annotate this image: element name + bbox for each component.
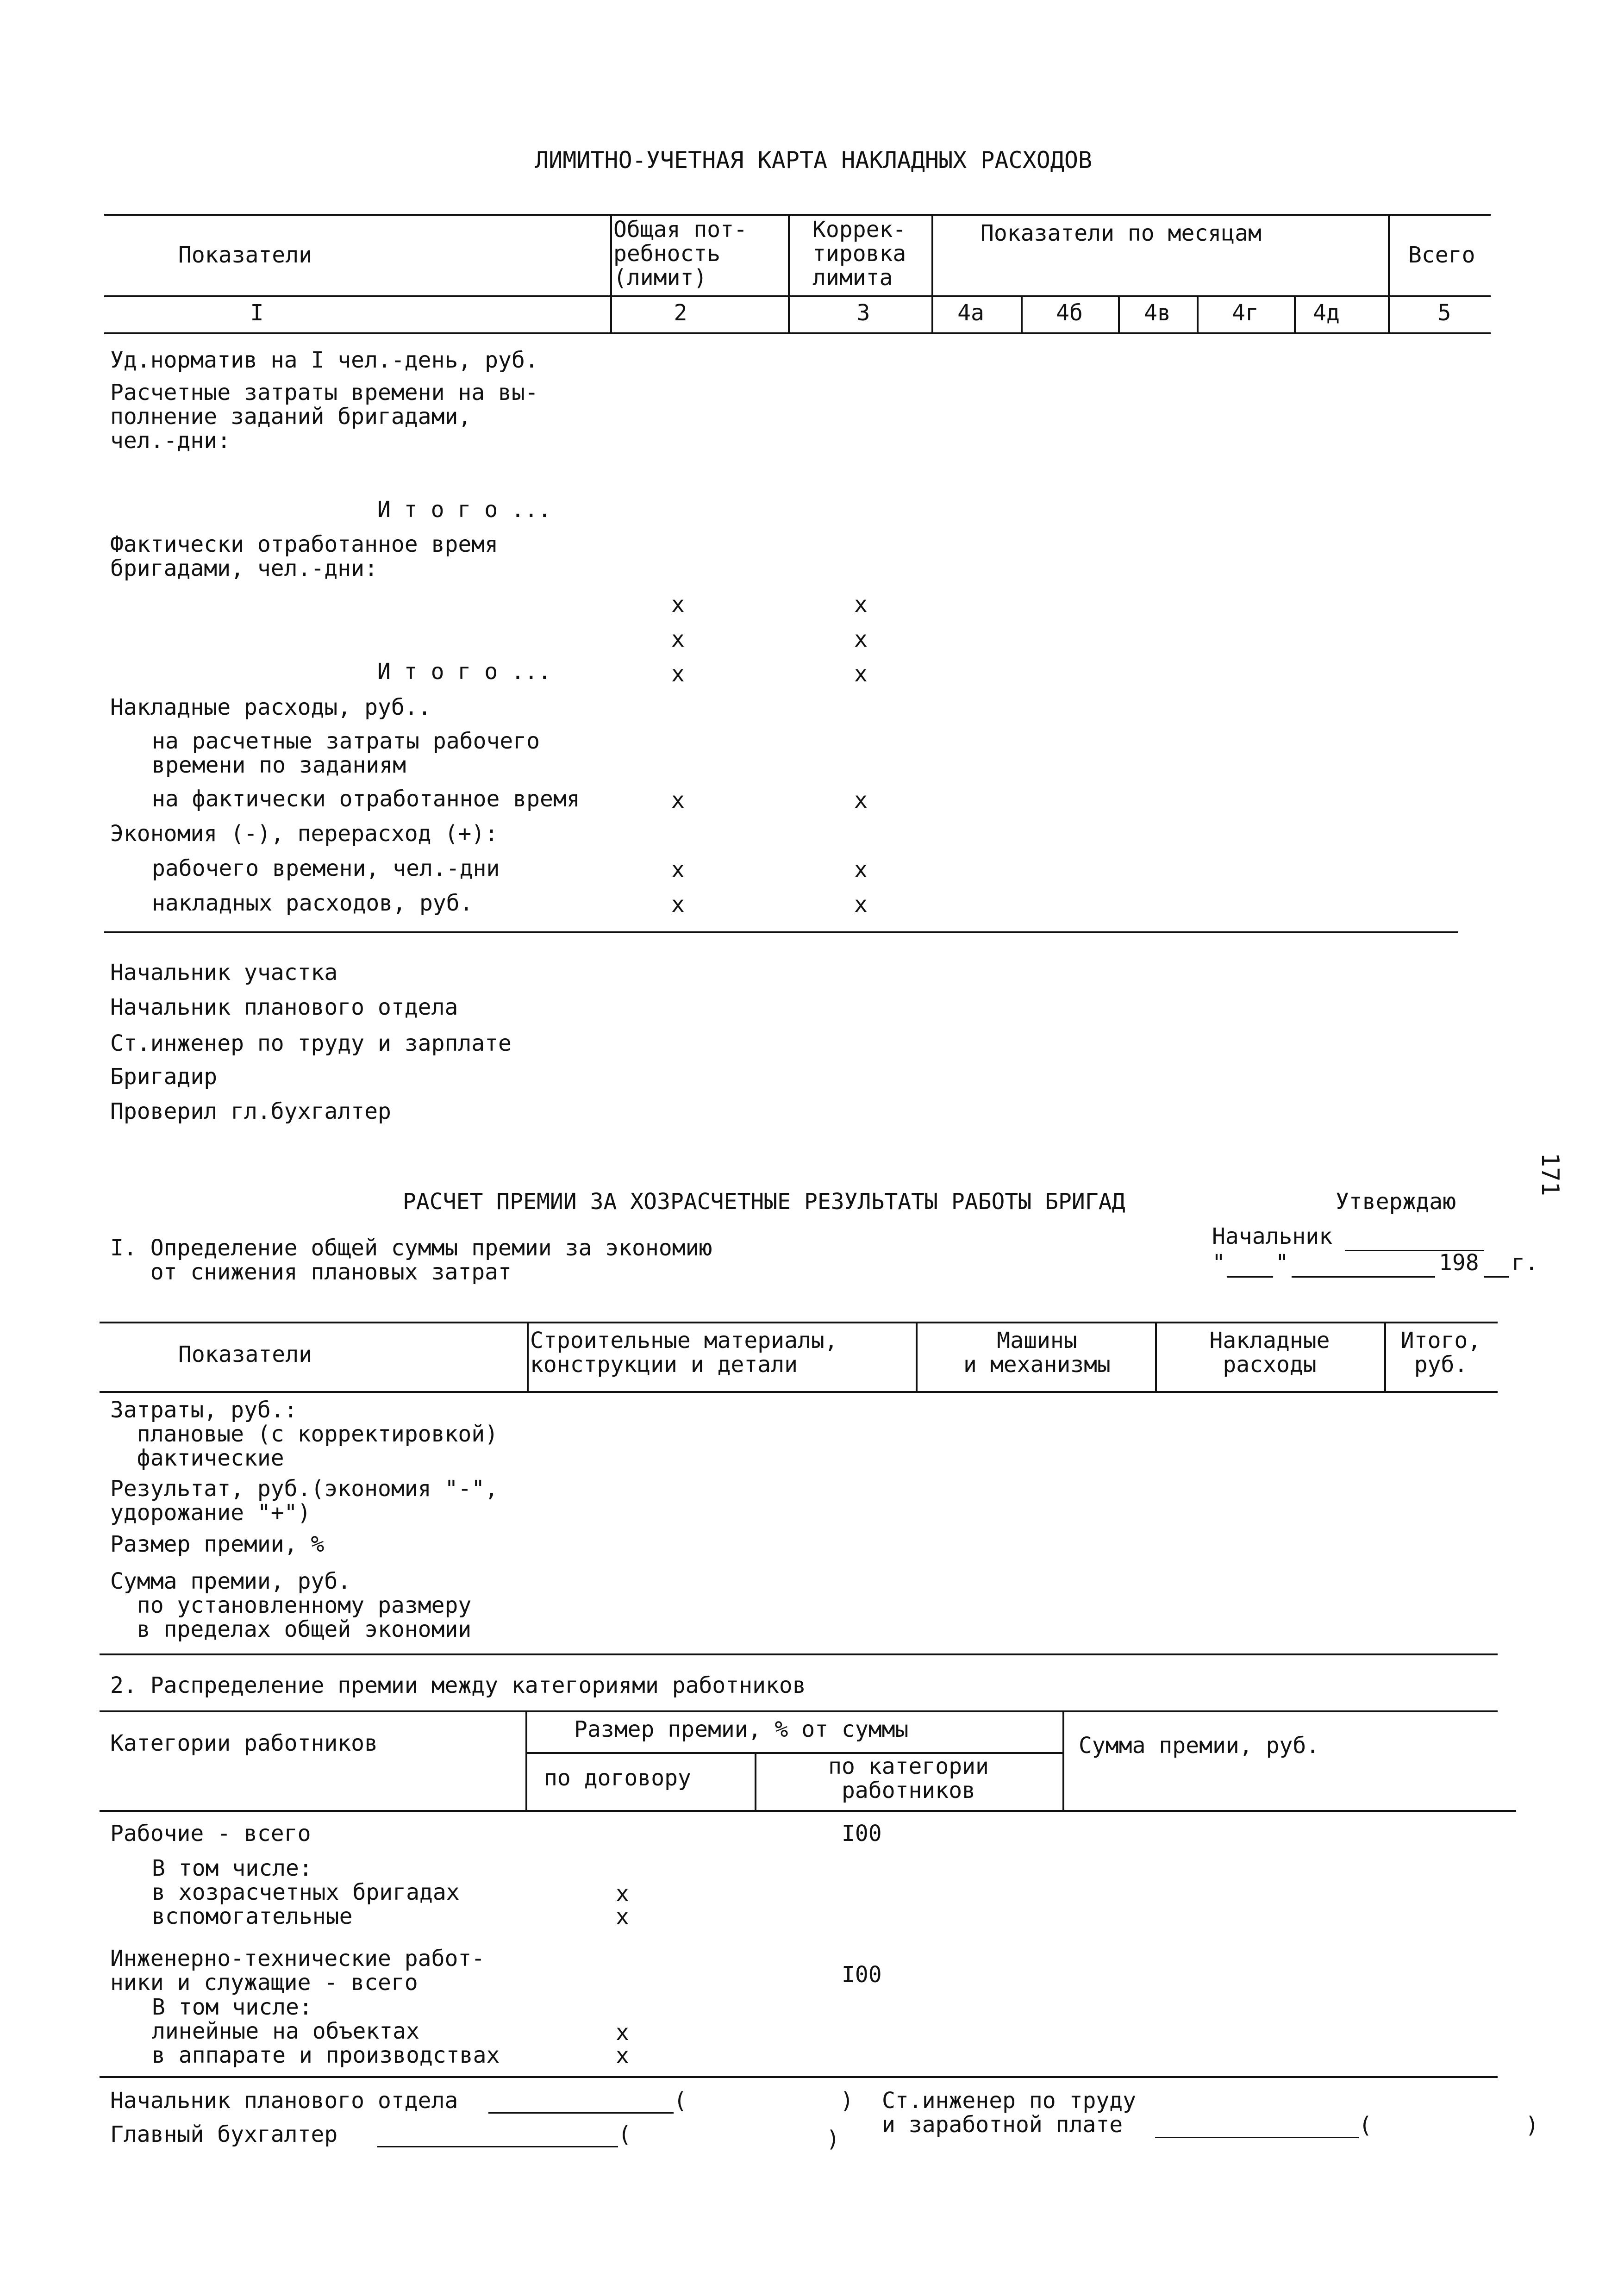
header-total: Всего	[1408, 242, 1475, 268]
s1-header-overhead: Накладные расходы	[1209, 1328, 1330, 1378]
col-num-1: I	[250, 300, 264, 326]
date-suffix: г.	[1512, 1250, 1538, 1276]
x-mark: x	[671, 857, 685, 883]
sign-brigadier: Бригадир	[110, 1064, 218, 1090]
s1-header-indicators: Показатели	[178, 1341, 312, 1367]
row-on-fact: на фактически отработанное время	[152, 786, 580, 812]
x-mark: x	[854, 892, 868, 917]
row-overhead-rub: накладных расходов, руб.	[152, 890, 473, 916]
x-mark: x	[854, 857, 868, 883]
col-num-4d: 4д	[1313, 300, 1340, 326]
x-mark: x	[671, 661, 685, 687]
x-mark: x	[616, 2020, 629, 2046]
header-monthly: Показатели по месяцам	[981, 220, 1262, 246]
s2-header-by-category: по категории работников	[828, 1753, 989, 1803]
footer-close-paren: )	[826, 2126, 840, 2152]
footer-close-paren: )	[840, 2088, 854, 2114]
s2-workers-value: I00	[842, 1821, 882, 1847]
footer-engineer: Ст.инженер по труду и заработной плате	[882, 2088, 1137, 2138]
sign-site-head: Начальник участка	[110, 960, 338, 986]
footer-open-paren: (	[618, 2121, 631, 2147]
s1-header-total: Итого, руб.	[1400, 1328, 1481, 1378]
x-mark: x	[854, 661, 868, 687]
footer-chief-accountant: Главный бухгалтер	[110, 2121, 338, 2147]
col-num-4g: 4г	[1232, 300, 1259, 326]
x-mark: x	[671, 592, 685, 618]
date-year: 198	[1439, 1250, 1479, 1276]
page-number: 171	[1536, 1153, 1564, 1196]
x-mark: x	[854, 626, 868, 652]
footer-open-paren: (	[1359, 2112, 1372, 2138]
col-num-4b: 4б	[1056, 300, 1083, 326]
col-num-5: 5	[1437, 300, 1451, 326]
sign-accountant: Проверил гл.бухгалтер	[110, 1098, 391, 1124]
footer-plan-head: Начальник планового отдела	[110, 2088, 458, 2114]
row-norm: Уд.норматив на I чел.-день, руб.	[110, 347, 538, 373]
s2-header-by-contract: по договору	[544, 1765, 691, 1791]
x-mark: x	[616, 1904, 629, 1930]
s1-header-materials: Строительные материалы, конструкции и детали	[530, 1328, 838, 1378]
header-correction: Коррек- тировка лимита	[812, 217, 906, 291]
s2-workers-sub: В том числе: в хозрасчетных бригадах вспомогательные	[152, 1855, 460, 1929]
section-1-title: I. Определение общей суммы премии за экономию от снижения плановых затрат	[110, 1235, 712, 1285]
section-2-title: 2. Распределение премии между категориями работников	[110, 1672, 806, 1698]
date-quote-1: "	[1212, 1250, 1225, 1276]
col-num-3: 3	[856, 300, 870, 326]
chief-label: Начальник	[1212, 1223, 1333, 1249]
x-mark: x	[671, 626, 685, 652]
s2-header-sum: Сумма премии, руб.	[1079, 1733, 1320, 1759]
sign-plan-head: Начальник планового отдела	[110, 994, 458, 1020]
row-on-calc: на расчетные затраты рабочего времени по заданиям	[152, 728, 540, 778]
col-num-4v: 4в	[1144, 300, 1171, 326]
row-fact-time: Фактически отработанное время бригадами, чел.-дни:	[110, 531, 499, 581]
s2-row-workers: Рабочие - всего	[110, 1821, 311, 1847]
s2-row-itr: Инженерно-технические работ- ники и служащие - всего	[110, 1946, 485, 1996]
x-mark: x	[854, 592, 868, 618]
s1-row-sum: Сумма премии, руб. по установленному размеру в пределах общей экономии	[110, 1568, 472, 1642]
x-mark: x	[616, 2043, 629, 2069]
s2-header-size: Размер премии, % от суммы	[574, 1716, 909, 1742]
x-mark: x	[671, 892, 685, 917]
sign-engineer: Ст.инженер по труду и зарплате	[110, 1030, 512, 1056]
row-economy: Экономия (-), перерасход (+):	[110, 821, 499, 847]
date-quote-2: "	[1275, 1250, 1289, 1276]
header-need: Общая пот- ребность (лимит)	[613, 217, 747, 291]
s2-header-categories: Категории работников	[110, 1730, 378, 1756]
approve-label: Утверждаю	[1336, 1189, 1456, 1215]
row-itogo-1: И т о г о ...	[377, 497, 551, 523]
x-mark: x	[854, 787, 868, 813]
footer-close-paren: )	[1525, 2112, 1539, 2138]
col-num-2: 2	[674, 300, 687, 326]
row-overhead: Накладные расходы, руб..	[110, 694, 431, 720]
s1-row-result: Результат, руб.(экономия "-", удорожание "+")	[110, 1476, 499, 1526]
row-itogo-2: И т о г о ...	[377, 659, 551, 685]
s2-itr-sub: В том числе: линейные на объектах в аппарате и производствах	[152, 1994, 500, 2068]
x-mark: x	[671, 787, 685, 813]
s1-header-machines: Машины и механизмы	[963, 1328, 1111, 1378]
col-num-4a: 4а	[957, 300, 984, 326]
row-work-time: рабочего времени, чел.-дни	[152, 855, 500, 881]
card-title: ЛИМИТНО-УЧЕТНАЯ КАРТА НАКЛАДНЫХ РАСХОДОВ	[535, 147, 1093, 174]
s2-itr-value: I00	[842, 1962, 882, 1988]
x-mark: x	[616, 1881, 629, 1907]
footer-open-paren: (	[674, 2088, 687, 2114]
header-indicators: Показатели	[178, 242, 312, 268]
s1-row-size: Размер премии, %	[110, 1531, 325, 1557]
bonus-title: РАСЧЕТ ПРЕМИИ ЗА ХОЗРАСЧЕТНЫЕ РЕЗУЛЬТАТЫ РАБОТЫ БРИГАД	[403, 1189, 1125, 1215]
row-calc-time: Расчетные затраты времени на вы- полнение заданий бригадами, чел.-дни:	[110, 380, 538, 454]
s1-row-costs: Затраты, руб.: плановые (с корректировкой) фактические	[110, 1397, 499, 1471]
